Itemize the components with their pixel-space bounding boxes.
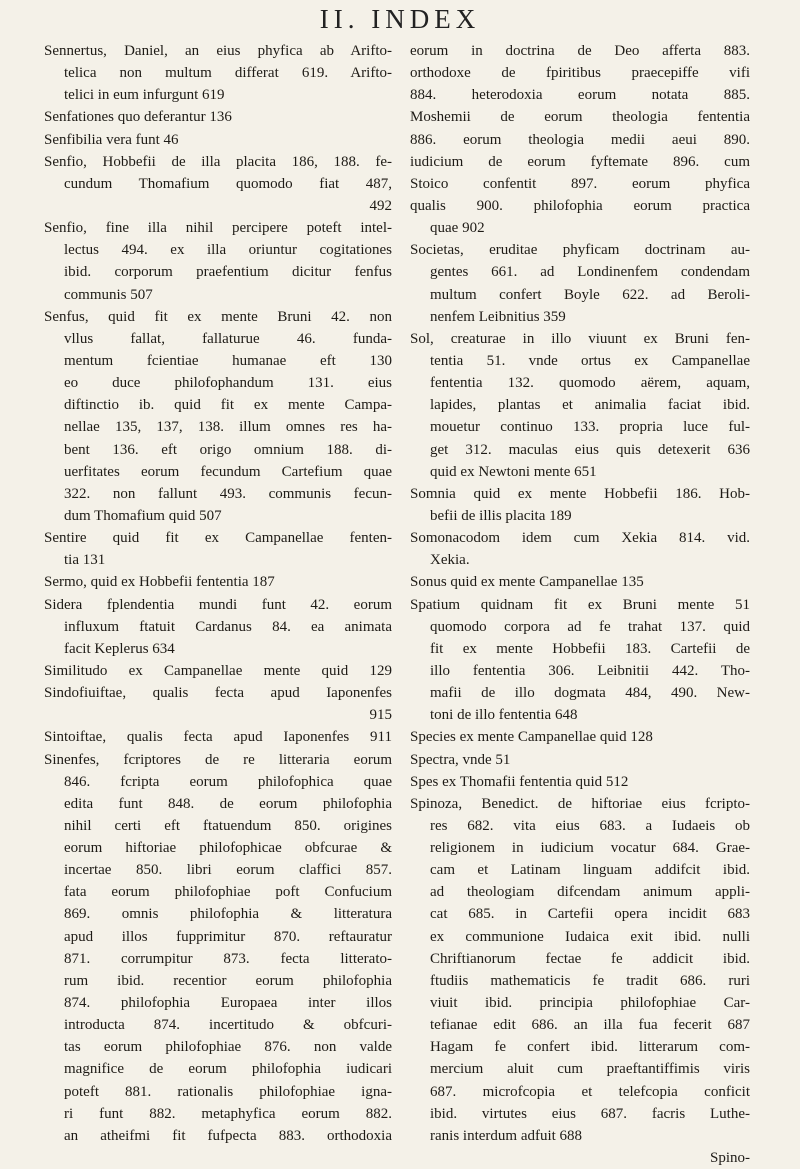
index-line: cam et Latinam linguam addifcit ibid. xyxy=(430,862,750,879)
index-line: tefianae edit 686. an illa fua fecerit 687 xyxy=(430,1017,750,1034)
index-line: nenfem Leibnitius 359 xyxy=(430,308,566,325)
index-line: fententia 132. quomodo aërem, aquam, xyxy=(430,375,750,392)
index-line: incertae 850. libri eorum claffici 857. xyxy=(64,862,392,879)
index-line: quae 902 xyxy=(430,220,485,237)
index-line: ex communione Iudaica exit ibid. nulli xyxy=(430,928,750,945)
index-line: poteft 881. rationalis philofophiae igna- xyxy=(64,1083,392,1100)
index-line: religionem in iudicium vocatur 684. Grae- xyxy=(430,840,750,857)
index-line: Sinenfes, fcriptores de re litteraria eorum xyxy=(44,751,392,768)
index-line: gentes 661. ad Londinenfem condendam xyxy=(430,264,750,281)
index-line: qualis 900. philofophia eorum practica xyxy=(410,197,750,214)
index-line: Sidera fplendentia mundi funt 42. eorum xyxy=(44,596,392,613)
index-line: apud illos fupprimitur 870. reftauratur xyxy=(64,928,392,945)
index-line: toni de illo fententia 648 xyxy=(430,707,578,724)
index-line: cundum Thomafium quomodo fiat 487, xyxy=(64,175,392,192)
index-line: 915 xyxy=(369,707,392,724)
page-header: II. INDEX xyxy=(319,4,481,34)
index-line: ftudiis mathematicis fe tradit 686. ruri xyxy=(430,972,750,989)
index-line: tas eorum philofophiae 876. non valde xyxy=(64,1039,392,1056)
index-line: bent 136. eft origo omnium 188. di- xyxy=(64,441,392,458)
index-line: quomodo corpora ad fe trahat 137. quid xyxy=(430,618,750,635)
index-line: influxum ftatuit Cardanus 84. ea animata xyxy=(64,618,392,635)
index-line: Sindofiuiftae, qualis fecta apud Iaponenfes xyxy=(44,685,392,702)
index-line: Moshemii de eorum theologia fententia xyxy=(410,109,750,126)
index-line: orthodoxe de fpiritibus praecepiffe vifi xyxy=(410,65,750,82)
index-line: mafii de illo dogmata 484, 490. New- xyxy=(430,685,750,702)
index-line: ibid. corporum praefentium dicitur fenfus xyxy=(64,264,392,281)
index-line: Senfibilia vera funt 46 xyxy=(44,131,179,148)
index-line: viuit ibid. principia philofophiae Car- xyxy=(430,995,750,1012)
index-line: Senfio, Hobbefii de illa placita 186, 188. fe- xyxy=(44,153,392,170)
index-line: ranis interdum adfuit 688 xyxy=(430,1127,583,1144)
index-line: diftinctio ib. quid fit ex mente Campa- xyxy=(64,397,392,414)
index-line: Somnia quid ex mente Hobbefii 186. Hob- xyxy=(410,485,750,502)
index-line: Species ex mente Campanellae quid 128 xyxy=(410,729,653,746)
index-line: Chriftianorum fectae fe addicit ibid. xyxy=(430,950,750,967)
index-line: Spinoza, Benedict. de hiftoriae eius fcripto- xyxy=(410,795,750,812)
index-line: Spectra, vnde 51 xyxy=(410,751,511,768)
index-line: edita funt 848. de eorum philofophia xyxy=(64,795,392,812)
index-line: nihil certi eft ftatuendum 850. origines xyxy=(64,817,392,834)
index-line: nellae 135, 137, 138. illum omnes res ha- xyxy=(64,419,392,436)
index-line: communis 507 xyxy=(64,286,153,303)
index-line: magnifice de eorum philofophia iudicari xyxy=(64,1061,392,1078)
index-line: ri funt 882. metaphyfica eorum 882. xyxy=(64,1105,392,1122)
index-line: res 682. vita eius 683. a Iudaeis ob xyxy=(430,817,750,834)
index-line: get 312. maculas eius quis detexerit 636 xyxy=(430,441,750,458)
index-line: Spino- xyxy=(709,1150,750,1167)
index-line: tia 131 xyxy=(64,552,106,569)
index-line: telica non multum differat 619. Arifto- xyxy=(64,65,392,82)
index-line: 687. microfcopia et telefcopia conficit xyxy=(430,1083,750,1100)
index-line: rum ibid. recentior eorum philofophia xyxy=(64,972,392,989)
index-line: Hagam fe confert ibid. litterarum com- xyxy=(430,1039,750,1056)
index-line: facit Keplerus 634 xyxy=(64,640,175,657)
index-line: fata eorum philofophiae poft Confucium xyxy=(64,884,392,901)
index-line: 492 xyxy=(369,197,392,214)
index-line: mercium aluit cum praeftantiffimis viris xyxy=(430,1061,750,1078)
index-column-right xyxy=(410,40,750,1167)
index-line: multum confert Boyle 622. ad Beroli- xyxy=(430,286,750,303)
index-line: Somonacodom idem cum Xekia 814. vid. xyxy=(410,530,750,547)
index-line: Sentire quid fit ex Campanellae fenten- xyxy=(44,530,392,547)
index-line: illo fententia 306. Leibnitii 442. Tho- xyxy=(430,662,750,679)
index-line: Spes ex Thomafii fententia quid 512 xyxy=(410,773,629,790)
index-column-left xyxy=(44,40,392,1144)
index-line: uerfitates eorum fecundum Cartefium quae xyxy=(64,463,392,480)
index-line: cat 685. in Cartefii opera incidit 683 xyxy=(430,906,750,923)
index-line: eorum hiftoriae philofophicae obfcurae & xyxy=(64,840,392,857)
index-line: Sonus quid ex mente Campanellae 135 xyxy=(410,574,644,591)
index-line: an atheifmi fit fufpecta 883. orthodoxia xyxy=(64,1127,392,1144)
index-line: 886. eorum theologia medii aeui 890. xyxy=(410,131,750,148)
index-line: iudicium de eorum fyftemate 896. cum xyxy=(410,153,750,170)
index-line: 884. heterodoxia eorum notata 885. xyxy=(410,87,750,104)
index-line: Sintoiftae, qualis fecta apud Iaponenfes 911 xyxy=(44,729,392,746)
index-line: 846. fcripta eorum philofophica quae xyxy=(64,773,392,790)
index-line: introducta 874. incertitudo & obfcuri- xyxy=(64,1017,392,1034)
index-line: eorum in doctrina de Deo afferta 883. xyxy=(410,43,750,59)
index-line: Stoico confentit 897. eorum phyfica xyxy=(410,175,750,192)
index-line: Senfio, fine illa nihil percipere poteft intel- xyxy=(44,220,392,237)
index-line: Sermo, quid ex Hobbefii fententia 187 xyxy=(44,574,275,591)
index-line: befii de illis placita 189 xyxy=(430,507,572,524)
index-line: mentum fcientiae humanae eft 130 xyxy=(64,352,392,369)
index-line: Sennertus, Daniel, an eius phyfica ab Arifto- xyxy=(44,43,392,59)
index-line: lectus 494. ex illa oriuntur cogitationes xyxy=(64,242,392,259)
index-line: eo duce philofophandum 131. eius xyxy=(64,375,392,392)
index-line: Senfus, quid fit ex mente Bruni 42. non xyxy=(44,308,392,325)
index-line: Sol, creaturae in illo viuunt ex Bruni fen- xyxy=(410,330,750,347)
index-line: quid ex Newtoni mente 651 xyxy=(430,463,597,480)
index-line: Xekia. xyxy=(430,552,470,569)
index-line: Societas, eruditae phyficam doctrinam au- xyxy=(410,242,750,259)
index-line: telici in eum infurgunt 619 xyxy=(64,87,225,104)
index-line: Senfationes quo deferantur 136 xyxy=(44,109,232,126)
index-line: mouetur continuo 133. propria luce ful- xyxy=(430,419,750,436)
index-line: 322. non fallunt 493. communis fecun- xyxy=(64,485,392,502)
index-line: fit ex mente Hobbefii 183. Cartefii de xyxy=(430,640,750,657)
index-line: 874. philofophia Europaea inter illos xyxy=(64,995,392,1012)
index-line: 869. omnis philofophia & litteratura xyxy=(64,906,392,923)
index-line: ad theologiam difcendam animum appli- xyxy=(430,884,750,901)
index-line: 871. corrumpitur 873. fecta litterato- xyxy=(64,950,392,967)
index-line: ibid. virtutes eius 687. facris Luthe- xyxy=(430,1105,750,1122)
index-line: tentia 51. vnde ortus ex Campanellae xyxy=(430,352,750,369)
index-line: Similitudo ex Campanellae mente quid 129 xyxy=(44,662,392,679)
index-line: dum Thomafium quid 507 xyxy=(64,507,222,524)
index-line: Spatium quidnam fit ex Bruni mente 51 xyxy=(410,596,750,613)
index-line: lapides, plantas et animalia faciat ibid. xyxy=(430,397,750,414)
index-line: vllus fallat, fallaturue 46. funda- xyxy=(64,330,392,347)
